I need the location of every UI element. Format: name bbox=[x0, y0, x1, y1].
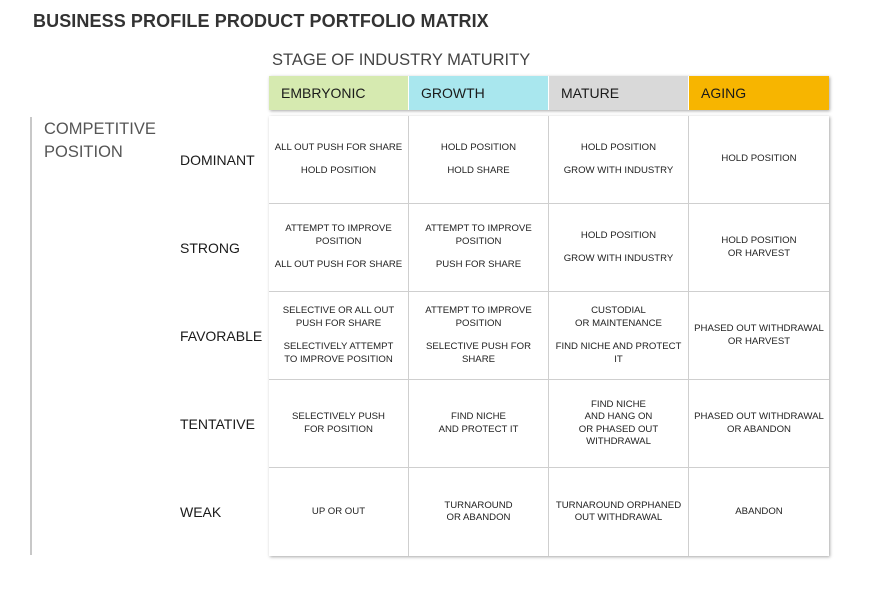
strategy-text: FIND NICHE AND PROTECT IT bbox=[555, 341, 682, 365]
position-axis-label-line: POSITION bbox=[44, 143, 123, 161]
matrix-cell bbox=[269, 292, 409, 380]
stage-growth: GROWTH bbox=[409, 76, 549, 110]
strategy-text: ATTEMPT TO IMPROVE POSITION bbox=[285, 223, 392, 247]
page-title: BUSINESS PROFILE PRODUCT PORTFOLIO MATRIX bbox=[33, 11, 489, 31]
matrix-cell bbox=[549, 380, 689, 468]
matrix-cell bbox=[689, 204, 829, 292]
matrix-cell bbox=[269, 204, 409, 292]
matrix-cell bbox=[409, 292, 549, 380]
position-axis-label bbox=[44, 118, 156, 164]
strategy-text: TURNAROUND ORPHANED OUT WITHDRAWAL bbox=[555, 499, 682, 523]
matrix-cell bbox=[409, 468, 549, 556]
strategy-text: FIND NICHE AND HANG ON OR PHASED OUT WITHDRAWAL bbox=[578, 398, 659, 447]
matrix-cell bbox=[549, 116, 689, 204]
matrix-cell bbox=[409, 380, 549, 468]
row-label-tentative: TENTATIVE bbox=[180, 416, 255, 432]
position-axis-bar bbox=[30, 117, 32, 555]
strategy-text: ATTEMPT TO IMPROVE POSITION bbox=[425, 223, 532, 247]
strategy-text: PHASED OUT WITHDRAWAL OR HARVEST bbox=[694, 323, 824, 347]
strategy-matrix bbox=[269, 116, 829, 556]
strategy-text: UP OR OUT bbox=[311, 505, 366, 517]
strategy-text: ALL OUT PUSH FOR SHARE bbox=[274, 141, 403, 153]
matrix-cell bbox=[269, 116, 409, 204]
matrix-cell bbox=[269, 468, 409, 556]
strategy-text: PUSH FOR SHARE bbox=[435, 259, 522, 271]
matrix-cell bbox=[409, 116, 549, 204]
row-label-strong: STRONG bbox=[180, 240, 240, 256]
strategy-text: CUSTODIAL OR MAINTENANCE bbox=[575, 305, 662, 329]
matrix-cell bbox=[689, 292, 829, 380]
strategy-text: HOLD SHARE bbox=[447, 165, 510, 176]
strategy-text: ABANDON bbox=[735, 505, 783, 517]
strategy-text: HOLD POSITION bbox=[580, 141, 657, 153]
strategy-text: ALL OUT PUSH FOR SHARE bbox=[274, 259, 403, 271]
strategy-text: GROW WITH INDUSTRY bbox=[563, 253, 674, 264]
matrix-cell bbox=[549, 292, 689, 380]
row-label-dominant: DOMINANT bbox=[180, 152, 255, 168]
row-label-favorable: FAVORABLE bbox=[180, 328, 263, 344]
strategy-text: SELECTIVELY ATTEMPT TO IMPROVE POSITION bbox=[283, 341, 394, 365]
row-label-weak: WEAK bbox=[180, 504, 222, 520]
stage-axis-label: STAGE OF INDUSTRY MATURITY bbox=[272, 51, 531, 69]
matrix-cell bbox=[549, 204, 689, 292]
strategy-text: HOLD POSITION bbox=[580, 229, 657, 241]
matrix-cell bbox=[409, 204, 549, 292]
stage-mature: MATURE bbox=[549, 76, 689, 110]
matrix-cell bbox=[689, 468, 829, 556]
strategy-text: SELECTIVE OR ALL OUT PUSH FOR SHARE bbox=[282, 305, 395, 329]
stage-embryonic: EMBRYONIC bbox=[269, 76, 409, 110]
strategy-text: SELECTIVE PUSH FOR SHARE bbox=[425, 341, 532, 365]
strategy-text: ATTEMPT TO IMPROVE POSITION bbox=[425, 305, 532, 329]
strategy-text: TURNAROUND OR ABANDON bbox=[444, 499, 513, 523]
strategy-text: HOLD POSITION bbox=[440, 141, 517, 153]
strategy-text: PHASED OUT WITHDRAWAL OR ABANDON bbox=[694, 411, 824, 435]
matrix-cell bbox=[269, 380, 409, 468]
strategy-text: HOLD POSITION bbox=[721, 153, 797, 165]
strategy-text: HOLD POSITION bbox=[300, 165, 377, 176]
strategy-text: HOLD POSITION OR HARVEST bbox=[721, 235, 797, 259]
strategy-text: SELECTIVELY PUSH FOR POSITION bbox=[292, 411, 385, 435]
matrix-cell bbox=[689, 116, 829, 204]
stage-aging: AGING bbox=[689, 76, 829, 110]
matrix-cell bbox=[549, 468, 689, 556]
strategy-text: GROW WITH INDUSTRY bbox=[563, 165, 674, 176]
position-axis-label-line: COMPETITIVE bbox=[44, 120, 156, 138]
stage-header-row bbox=[269, 76, 829, 110]
strategy-text: FIND NICHE AND PROTECT IT bbox=[438, 411, 519, 435]
matrix-cell bbox=[689, 380, 829, 468]
